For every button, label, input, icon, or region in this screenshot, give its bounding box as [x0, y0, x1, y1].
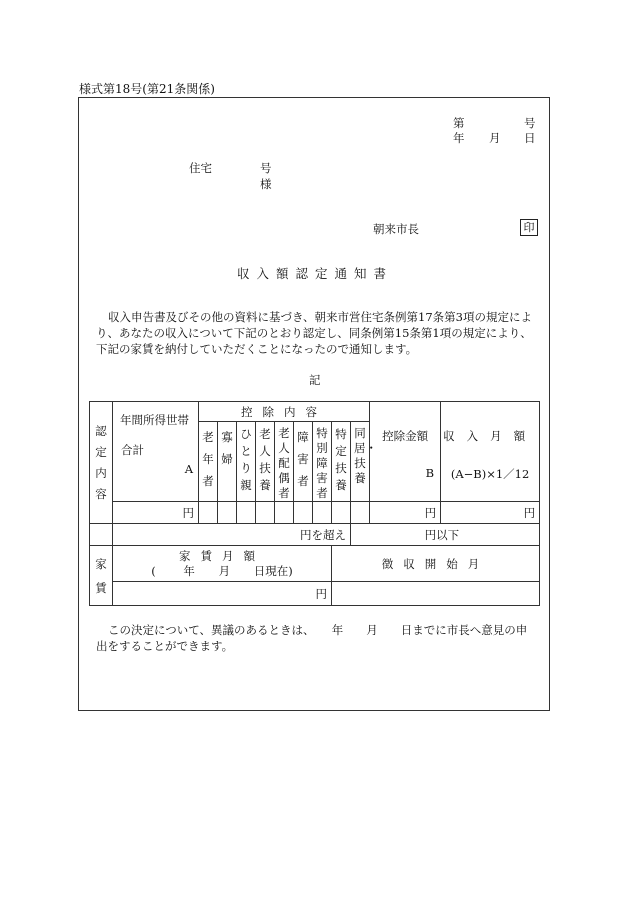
mark-a: A [184, 462, 193, 476]
rent-date-line [113, 564, 331, 579]
rent-monthly-label: 家賃月額 [179, 548, 265, 563]
collection-start-value [332, 582, 540, 606]
deduction-col-5: 障害者 [294, 422, 313, 502]
rent-year: 年 [183, 563, 195, 578]
collection-start-label: 徴収開始月 [381, 556, 490, 571]
deduction-value-3 [256, 502, 275, 524]
footer-paragraph: この決定について、異議のあるときは、 年 月 日までに市長へ意見の申出をすることができます。 [96, 623, 528, 653]
rent-day-present: 日現在) [253, 563, 293, 578]
deduction-value-2 [237, 502, 256, 524]
deduction-amount-cell [370, 402, 441, 502]
deduction-amount-label: 控除金額 [382, 429, 429, 443]
annual-income-label: 年間所得世帯 [120, 413, 189, 427]
monthly-income-yen: 円 [441, 502, 540, 524]
deduction-value-1 [218, 502, 237, 524]
formula: (A−B)×1／12 [450, 467, 530, 481]
deduction-header-cell [199, 402, 370, 422]
deduction-col-6: 特別障害者 [313, 422, 332, 502]
date-day: 日 [524, 131, 536, 145]
deduction-value-7 [332, 502, 351, 524]
section2-label-cell [90, 546, 113, 606]
document-title: 収入額認定通知書 [236, 266, 393, 281]
deduction-value-0 [199, 502, 218, 524]
deduction-header: 控除内容 [241, 404, 328, 419]
deduction-value-4 [275, 502, 294, 524]
collection-start-cell [332, 546, 540, 582]
date-month: 月 [489, 131, 501, 145]
rent-month: 月 [218, 563, 231, 578]
section1-label: 認定内容 [95, 423, 107, 501]
body-paragraph: 収入申告書及びその他の資料に基づき、朝来市営住宅条例第17条第3項の規定により、あなたの収入について下記のとおり認定し、同条例第15条第1項の規定により、下記の家賃を納付していただくことになったので通知します。 [96, 310, 532, 356]
rent-date-open: ( [151, 563, 156, 578]
income-yen-cell: 円 [113, 502, 199, 524]
date-year: 年 [453, 131, 465, 145]
deduction-value-5 [294, 502, 313, 524]
number-prefix: 第 [453, 116, 465, 130]
certification-table [89, 401, 540, 606]
deduction-col-4: 老人配偶者 [275, 422, 294, 502]
ki-label: 記 [309, 373, 321, 387]
deduction-col-7: 特定扶養 [332, 422, 351, 502]
deduction-col-8: 同居・扶養 [351, 422, 370, 502]
seal-mark: 印 [520, 219, 538, 236]
range-over: 円を超え [113, 524, 351, 546]
deduction-value-6 [313, 502, 332, 524]
addressee-honorific: 様 [260, 177, 272, 191]
addressee-housing: 住宅 [189, 161, 212, 175]
deduction-amount-yen: 円 [370, 502, 441, 524]
section1-label-cell [90, 402, 113, 524]
issuer-name: 朝来市長 [373, 222, 419, 236]
annual-income-cell [113, 402, 199, 502]
addressee-number: 号 [260, 161, 272, 175]
range-under: 円以下 [351, 524, 540, 546]
deduction-col-2: ひとり親 [237, 422, 256, 502]
deduction-value-8 [351, 502, 370, 524]
deduction-col-3: 老人扶養 [256, 422, 275, 502]
monthly-income-label: 収入月額 [443, 429, 538, 443]
section2-label: 家賃 [95, 556, 107, 595]
rent-monthly-cell [113, 546, 332, 582]
deduction-col-0: 老年者 [199, 422, 218, 502]
rent-yen-cell: 円 [113, 582, 332, 606]
total-label: 合計 [121, 443, 144, 457]
range-spacer [90, 524, 113, 546]
deduction-col-1: 寡婦 [218, 422, 237, 502]
form-number-label: 様式第18号(第21条関係) [79, 82, 215, 96]
mark-b: B [425, 466, 435, 480]
number-suffix: 号 [524, 116, 536, 130]
monthly-income-cell [441, 402, 540, 502]
